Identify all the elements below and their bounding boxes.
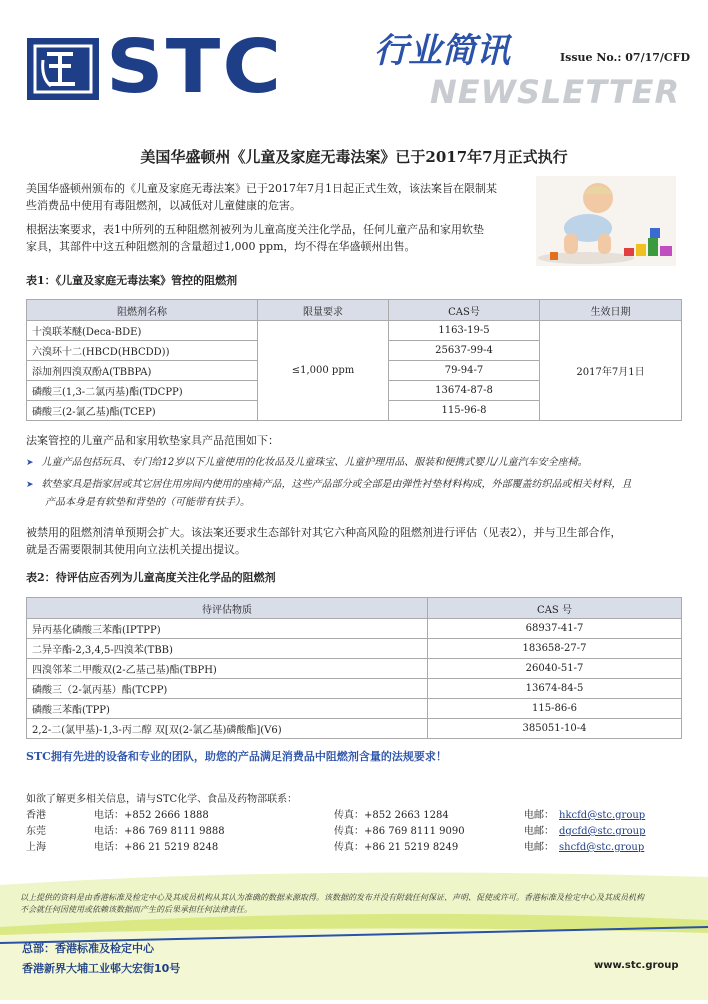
expansion-line-1: 被禁用的阻燃剂清单预期会扩大。该法案还要求生态部针对其它六种高风险的阻燃剂进行评估（见表2），并与卫生部合作， xyxy=(26,526,622,539)
scope-bullet-1 xyxy=(26,454,686,472)
table1-cell-name: 十溴联苯醚(Deca-BDE) xyxy=(27,321,258,341)
table1-cell-cas: 115-96-8 xyxy=(389,401,540,421)
promo-line: STC拥有先进的设备和专业的团队，助您的产品满足消费品中阻燃剂含量的法规要求！ xyxy=(26,750,447,763)
requirement-paragraph xyxy=(26,221,526,255)
intro-line-1: 美国华盛顿州颁布的《儿童及家庭无毒法案》已于2017年7月1日起正式生效，该法案旨在限制某 xyxy=(26,182,497,195)
table2-cell-cas: 13674-84-5 xyxy=(428,679,682,699)
table1-header-date: 生效日期 xyxy=(540,300,682,321)
contact-fax: 传真：+852 2663 1284 xyxy=(334,810,449,821)
scope-bullet-2 xyxy=(26,476,686,511)
article-title: 美国华盛顿州《儿童及家庭无毒法案》已于2017年7月正式执行 xyxy=(140,148,568,166)
contact-intro: 如欲了解更多相关信息，请与STC化学、食品及药物部联系： xyxy=(26,794,298,805)
requirement-line-1: 根据法案要求，表1中所列的五种阻燃剂被列为儿童高度关注化学品，任何儿童产品和家用软垫 xyxy=(26,223,484,236)
table2-cell-name: 2,2-二(氯甲基)-1,3-丙二醇 双[双(2-氯乙基)磷酸酯](V6) xyxy=(27,719,428,739)
table1-cell-name: 添加剂四溴双酚A(TBBPA) xyxy=(27,361,258,381)
contact-row-hk xyxy=(26,808,686,824)
table2-header-row xyxy=(27,598,682,619)
table1-cell-cas: 25637-99-4 xyxy=(389,341,540,361)
intro-line-2: 些消费品中使用有毒阻燃剂，以减低对儿童健康的危害。 xyxy=(26,199,301,212)
issue-number: Issue No.: 07/17/CFD xyxy=(560,51,691,64)
table2-cell-cas: 115-86-6 xyxy=(428,699,682,719)
expansion-line-2: 就是否需要限制其使用向立法机关提出提议。 xyxy=(26,543,246,556)
contact-phone: 电话：+852 2666 1888 xyxy=(94,810,209,821)
disclaimer xyxy=(20,892,680,916)
table2-cell-cas: 68937-41-7 xyxy=(428,619,682,639)
table2-cell-name: 磷酸三（2-氯丙基）酯(TCPP) xyxy=(27,679,428,699)
contact-city: 上海 xyxy=(26,842,46,853)
table2-header-substance: 待评估物质 xyxy=(27,598,428,619)
arrow-bullet-icon: ➤ xyxy=(26,458,34,468)
table-row xyxy=(27,659,682,679)
table-row xyxy=(27,321,682,341)
table1-cell-limit: ≤1,000 ppm xyxy=(258,321,389,421)
table1-cell-name: 磷酸三(2-氯乙基)酯(TCEP) xyxy=(27,401,258,421)
scope-bullet-2-line-1: 软垫家具是指家居或其它居住用房间内使用的座椅产品，这些产品部分或全部是由弹性衬垫材料构成，外部覆盖纺织品或相关材料，且 xyxy=(41,479,632,490)
expansion-paragraph xyxy=(26,524,686,558)
stc-logo-text: STC xyxy=(106,24,284,110)
table1-header-name: 阻燃剂名称 xyxy=(27,300,258,321)
table1-cell-name: 磷酸三(1,3-二氯丙基)酯(TDCPP) xyxy=(27,381,258,401)
stc-logo-mark xyxy=(27,38,99,100)
table-row xyxy=(27,719,682,739)
table2-cell-name: 异丙基化磷酸三苯酯(IPTPP) xyxy=(27,619,428,639)
contact-fax: 传真：+86 21 5219 8249 xyxy=(334,842,459,853)
table1-cell-cas: 79-94-7 xyxy=(389,361,540,381)
contact-email-link[interactable]: dgcfd@stc.group xyxy=(559,826,646,837)
table1-cell-date: 2017年7月1日 xyxy=(540,321,682,421)
website-link[interactable]: www.stc.group xyxy=(594,960,679,971)
contact-email-label: 电邮： xyxy=(524,842,554,853)
table-row xyxy=(27,679,682,699)
table1-title: 表1：《儿童及家庭无毒法案》管控的阻燃剂 xyxy=(26,274,238,287)
contact-phone: 电话：+86 21 5219 8248 xyxy=(94,842,219,853)
table-row xyxy=(27,699,682,719)
table-row xyxy=(27,619,682,639)
contact-email-label: 电邮： xyxy=(524,810,554,821)
scope-bullet-1-text: 儿童产品包括玩具、专门给12岁以下儿童使用的化妆品及儿童珠宝、儿童护理用品、服装和便携式婴儿/儿童汽车安全座椅。 xyxy=(41,457,588,468)
requirement-line-2: 家具，其部件中这五种阻燃剂的含量超过1,000 ppm，均不得在华盛顿州出售。 xyxy=(26,240,416,253)
table1-cell-name: 六溴环十二(HBCD(HBCDD)) xyxy=(27,341,258,361)
table1 xyxy=(26,299,682,421)
footer-wave-decoration xyxy=(0,865,708,1000)
contact-phone: 电话：+86 769 8111 9888 xyxy=(94,826,225,837)
contact-fax: 传真：+86 769 8111 9090 xyxy=(334,826,465,837)
table2-cell-cas: 385051-10-4 xyxy=(428,719,682,739)
hq-label: 总部：香港标准及检定中心 xyxy=(22,942,154,955)
table2-cell-name: 四溴邻苯二甲酸双(2-乙基己基)酯(TBPH) xyxy=(27,659,428,679)
arrow-bullet-icon: ➤ xyxy=(26,480,34,490)
table2-cell-name: 磷酸三苯酯(TPP) xyxy=(27,699,428,719)
scope-bullet-2-line-2: 产品本身是有软垫和背垫的（可能带有扶手）。 xyxy=(45,497,250,508)
disclaimer-line-2: 不会就任何因使用或依赖该数据而产生的后果承担任何法律责任。 xyxy=(20,905,252,914)
table2-header-cas: CAS 号 xyxy=(428,598,682,619)
table1-header-row xyxy=(27,300,682,321)
contact-email-link[interactable]: shcfd@stc.group xyxy=(559,842,645,853)
table-row xyxy=(27,639,682,659)
table2-cell-name: 二异辛酯-2,3,4,5-四溴苯(TBB) xyxy=(27,639,428,659)
contact-email-label: 电邮： xyxy=(524,826,554,837)
contact-row-sh xyxy=(26,840,686,856)
table2-title: 表2：待评估应否列为儿童高度关注化学品的阻燃剂 xyxy=(26,571,276,584)
scope-intro: 法案管控的儿童产品和家用软垫家具产品范围如下： xyxy=(26,434,279,447)
table1-cell-cas: 13674-87-8 xyxy=(389,381,540,401)
hq-address: 香港新界大埔工业邨大宏街10号 xyxy=(22,962,181,975)
contact-city: 香港 xyxy=(26,810,46,821)
contact-city: 东莞 xyxy=(26,826,46,837)
contact-list xyxy=(26,808,686,856)
intro-paragraph xyxy=(26,180,526,214)
table2-cell-cas: 183658-27-7 xyxy=(428,639,682,659)
disclaimer-line-1: 以上提供的资料是由香港标准及检定中心及其成员机构从其认为准确的数据来源取得。该数据的发布并没有附载任何保证、声明、促使或许可。香港标准及检定中心及其成员机构 xyxy=(20,893,644,902)
table2 xyxy=(26,597,682,739)
baby-with-toys-image xyxy=(536,176,676,266)
contact-row-dg xyxy=(26,824,686,840)
table1-cell-cas: 1163-19-5 xyxy=(389,321,540,341)
newsletter-title-cn: 行业简讯 xyxy=(374,31,510,71)
table2-cell-cas: 26040-51-7 xyxy=(428,659,682,679)
table1-header-cas: CAS号 xyxy=(389,300,540,321)
newsletter-title-en: NEWSLETTER xyxy=(430,73,681,111)
table1-header-limit: 限量要求 xyxy=(258,300,389,321)
contact-email-link[interactable]: hkcfd@stc.group xyxy=(559,810,646,821)
